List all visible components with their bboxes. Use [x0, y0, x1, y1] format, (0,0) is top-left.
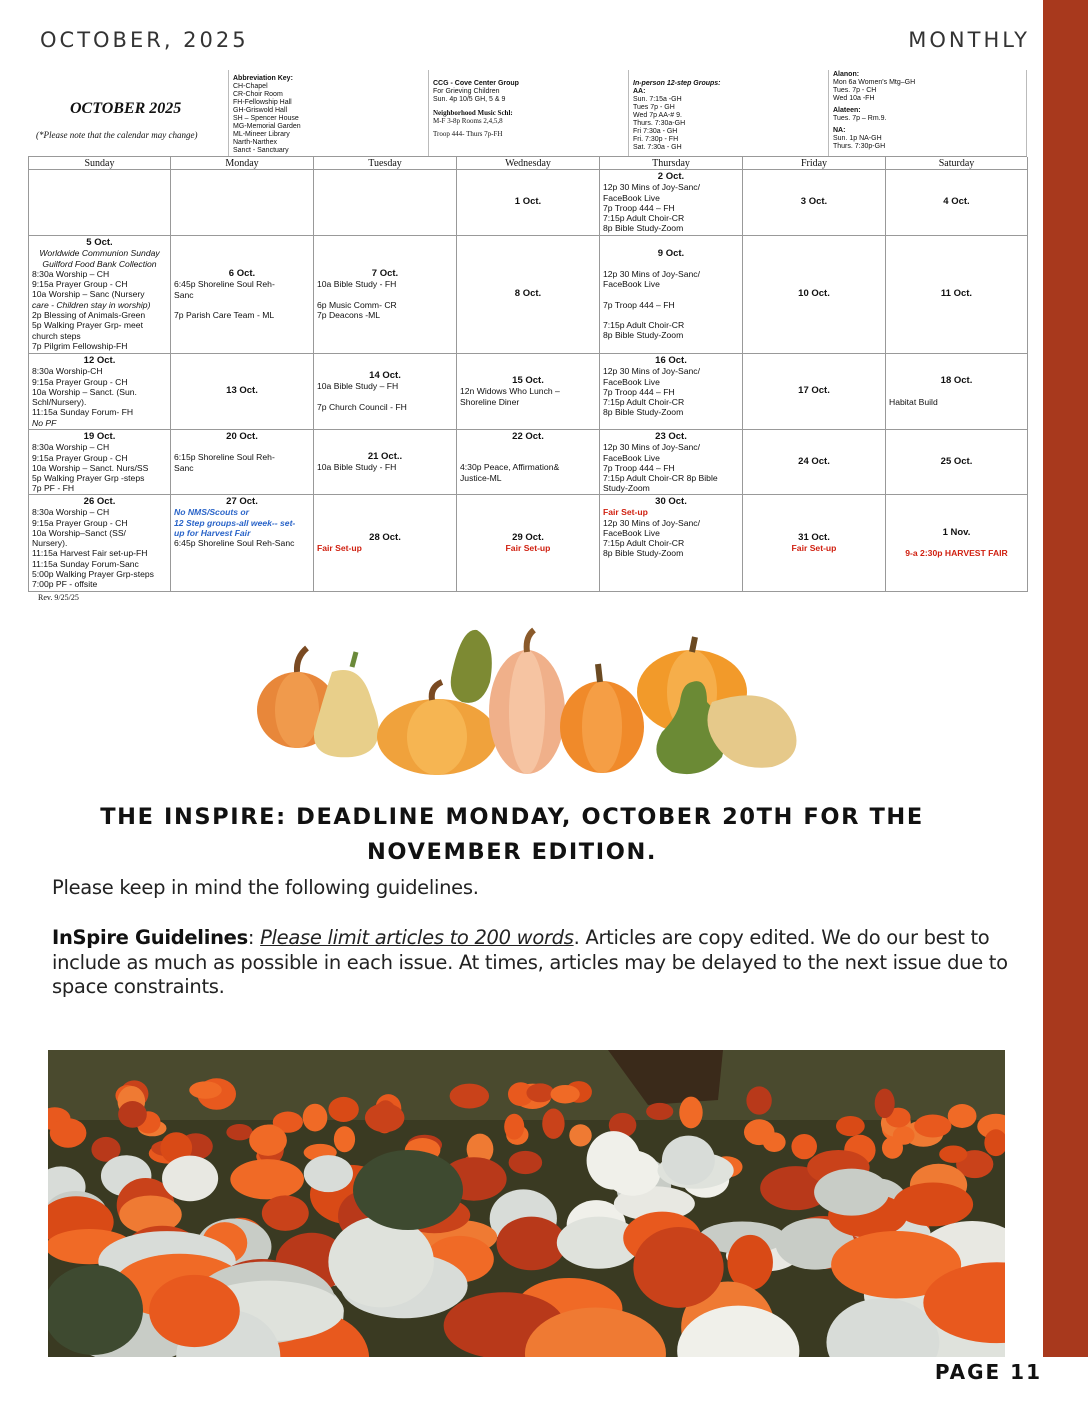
event-line: 8:30a Worship – CH: [32, 507, 110, 518]
abbreviation-line: CH-Chapel: [233, 83, 268, 90]
event-line: 8p Bible Study-Zoom: [603, 223, 684, 234]
day-cell: [314, 430, 457, 495]
day-number: 21 Oct..: [367, 450, 403, 462]
event-line: [889, 538, 1024, 548]
ccg-line: Sun. 4p 10/5 GH, 5 & 9: [433, 96, 506, 103]
day-number: 29 Oct.: [512, 531, 544, 543]
header-date: OCTOBER, 2025: [40, 28, 249, 52]
event-line: 2p Blessing of Animals-Green: [32, 310, 146, 321]
event-line: Sanc: [174, 462, 194, 473]
event-line: [889, 387, 1024, 397]
abbreviation-line: Narth-Narthex: [233, 139, 277, 146]
day-number: 19 Oct.: [83, 431, 116, 442]
event-line: 7:00p PF - offsite: [32, 579, 98, 590]
twelve-step-title: In-person 12-step Groups:: [633, 80, 721, 87]
day-cell: [29, 430, 171, 495]
day-number: 15 Oct.: [512, 375, 544, 387]
inspire-deadline-headline: THE INSPIRE: DEADLINE MONDAY, OCTOBER 20TH FOR THE NOVEMBER EDITION.: [100, 804, 924, 865]
day-cell: [457, 354, 600, 430]
event-line: 12 Step groups-all week-- set-: [174, 517, 296, 528]
day-number: 18 Oct.: [940, 375, 973, 387]
guidelines-word-limit: Please limit articles to 200 words: [260, 926, 574, 949]
event-line: [603, 310, 739, 320]
event-line: Sanc: [174, 289, 194, 300]
calendar-title: OCTOBER 2025: [70, 100, 182, 117]
day-cell: [314, 354, 457, 430]
day-cell: [600, 354, 743, 430]
event-line: Guilford Food Bank Collection: [42, 258, 157, 269]
event-line: 11:15a Sunday Forum-Sanc: [32, 558, 139, 569]
weekday-header: Thursday: [600, 157, 743, 170]
day-number: 13 Oct.: [226, 385, 258, 397]
day-cell: [600, 495, 743, 592]
twelve-step-line: Sat. 7:30a - GH: [633, 144, 682, 151]
pumpkin-illustration: [252, 622, 812, 782]
event-line: 9:15a Prayer Group - CH: [32, 452, 128, 463]
day-cell: [886, 354, 1028, 430]
twelve-step-line: Fri. 7:30p - FH: [633, 136, 679, 143]
day-cell: [743, 354, 886, 430]
event-line: 10a Worship – Sanct. (Sun.: [32, 386, 137, 397]
day-cell: [743, 430, 886, 495]
alanon-line: Wed 10a -FH: [833, 95, 875, 102]
event-line: [174, 300, 310, 310]
event-line: 7:15p Adult Choir-CR: [603, 397, 685, 408]
event-line: 7p Parish Care Team - ML: [174, 309, 275, 320]
abbreviation-line: GH-Griswold Hall: [233, 107, 288, 114]
event-line: Nursery).: [32, 538, 68, 549]
day-cell: [886, 430, 1028, 495]
event-line: 8p Bible Study-Zoom: [603, 330, 684, 341]
event-line: church steps: [32, 330, 81, 341]
abbreviation-line: SH – Spencer House: [233, 115, 299, 122]
day-number: 3 Oct.: [800, 196, 828, 208]
header-section: MONTHLY: [908, 28, 1030, 52]
weekday-header: Wednesday: [457, 157, 600, 170]
event-line: up for Harvest Fair: [174, 527, 251, 538]
alanon-line: NA:: [833, 127, 846, 134]
event-line: 7p Troop 444 – FH: [603, 462, 675, 473]
calendar-header: [28, 70, 1027, 156]
weekday-header: Friday: [743, 157, 886, 170]
event-line: 8p Bible Study-Zoom: [603, 548, 684, 559]
day-cell: [171, 170, 314, 236]
abbreviation-line: MG-Memorial Garden: [233, 123, 301, 130]
event-line: 6:45p Shoreline Soul Reh-Sanc: [174, 538, 295, 549]
calendar-note: (*Please note that the calendar may change): [36, 130, 198, 140]
day-cell: [743, 495, 886, 592]
abbreviation-line: Abbreviation Key:: [233, 75, 293, 82]
day-number: 4 Oct.: [943, 196, 970, 208]
alanon-line: Tues. 7p - CH: [833, 87, 877, 94]
event-line: 5:00p Walking Prayer Grp-steps: [32, 569, 154, 580]
day-cell: [457, 236, 600, 354]
weekday-header: Sunday: [29, 157, 171, 170]
event-line: 7:15p Adult Choir-CR: [603, 538, 685, 549]
troop-line: Troop 444- Thurs 7p-FH: [433, 130, 503, 138]
day-cell: [886, 495, 1028, 592]
event-line: 7p Church Council - FH: [317, 401, 407, 412]
music-school-line: M-F 3-8p Rooms 2,4,5,8: [433, 117, 503, 125]
day-cell: [314, 236, 457, 354]
event-line: [603, 290, 739, 300]
event-line: [174, 442, 310, 452]
day-number: 1 Nov.: [942, 526, 971, 538]
event-line: 12n Widows Who Lunch –: [460, 386, 560, 397]
alanon-line: Sun. 1p NA-GH: [833, 135, 882, 142]
event-line: 12p 30 Mins of Joy-Sanc/: [603, 366, 700, 377]
twelve-step-line: Sun. 7:15a -GH: [633, 96, 682, 103]
event-line: Fair Set-up: [505, 543, 551, 553]
day-cell: [886, 170, 1028, 236]
event-line: Habitat Build: [889, 396, 938, 407]
day-cell: [457, 170, 600, 236]
event-line: 6:15p Shoreline Soul Reh-: [174, 452, 275, 463]
day-number: 24 Oct.: [798, 455, 830, 467]
event-line: FaceBook Live: [603, 527, 660, 538]
alanon-line: Alanon:: [833, 71, 860, 78]
event-line: Fair Set-up: [791, 543, 837, 553]
event-line: 7p Deacons -ML: [317, 309, 381, 320]
event-line: 12p 30 Mins of Joy-Sanc/: [603, 268, 700, 279]
event-line: 8:30a Worship – CH: [32, 442, 110, 453]
day-cell: [457, 430, 600, 495]
day-number: 7 Oct.: [371, 267, 399, 279]
twelve-step-line: Tues 7p - GH: [633, 104, 675, 111]
day-number: 30 Oct.: [655, 496, 687, 507]
day-cell: [29, 495, 171, 592]
day-number: 22 Oct.: [512, 431, 544, 442]
day-cell: [171, 495, 314, 592]
event-line: 8:30a Worship – CH: [32, 268, 110, 279]
weekday-header: Monday: [171, 157, 314, 170]
event-line: 7p Troop 444 – FH: [603, 386, 675, 397]
day-cell: [600, 236, 743, 354]
event-line: 7p Troop 444 – FH: [603, 202, 675, 213]
alanon-line: Mon 6a Women's Mtg–GH: [833, 79, 916, 86]
weekday-header: Tuesday: [314, 157, 457, 170]
day-number: 16 Oct.: [655, 355, 687, 366]
event-line: [460, 452, 596, 462]
event-line: 9:15a Prayer Group - CH: [32, 517, 128, 528]
day-cell: [457, 495, 600, 592]
event-line: Shoreline Diner: [460, 396, 520, 407]
alanon-line: Alateen:: [833, 107, 861, 114]
event-line: 7:15p Adult Choir-CR: [603, 213, 685, 224]
calendar-grid: [28, 156, 1027, 592]
event-line: 10a Bible Study - FH: [317, 279, 397, 290]
event-line: 10a Worship–Sanct (SS/: [32, 527, 126, 538]
event-line: 10a Bible Study - FH: [317, 462, 397, 472]
event-line: Justice-ML: [460, 472, 502, 483]
alanon-key: [828, 70, 1027, 156]
event-line: 7p Pilgrim Fellowship-FH: [32, 340, 128, 351]
day-cell: [171, 430, 314, 495]
abbreviation-line: ML-Mineer Library: [233, 131, 290, 138]
event-line: care - Children stay in worship): [32, 299, 151, 310]
day-number: 8 Oct.: [514, 288, 542, 300]
event-line: [317, 392, 453, 402]
abbreviation-key: [228, 70, 428, 156]
day-number: 6 Oct.: [228, 267, 256, 279]
day-number: 1 Oct.: [514, 196, 542, 208]
event-line: 5p Walking Prayer Grp- meet: [32, 320, 143, 331]
day-cell: [314, 170, 457, 236]
event-line: 12p 30 Mins of Joy-Sanc/: [603, 517, 700, 528]
abbreviation-line: CR-Choir Room: [233, 91, 283, 98]
day-number: 14 Oct.: [369, 370, 401, 382]
event-line: 6p Music Comm- CR: [317, 299, 397, 310]
day-number: 23 Oct.: [655, 431, 687, 442]
day-number: 25 Oct.: [940, 455, 973, 467]
day-number: 10 Oct.: [798, 288, 830, 300]
music-school-title: Neighborhood Music Schl:: [433, 109, 513, 117]
day-number: 27 Oct.: [226, 496, 258, 507]
twelve-step-key: [628, 70, 828, 156]
event-line: 4:30p Peace, Affirmation&: [460, 462, 560, 473]
guidelines-label: InSpire Guidelines: [52, 926, 248, 949]
day-number: 2 Oct.: [657, 171, 685, 182]
event-line: [603, 259, 739, 269]
day-cell: [29, 236, 171, 354]
day-cell: [314, 495, 457, 592]
day-cell: [600, 170, 743, 236]
abbreviation-line: FH-Fellowship Hall: [233, 99, 292, 106]
group-key: [428, 70, 628, 156]
day-number: 28 Oct.: [369, 531, 401, 543]
event-line: No PF: [32, 417, 57, 428]
event-line: 8:30a Worship-CH: [32, 366, 103, 377]
day-number: 31 Oct.: [798, 531, 830, 543]
pumpkin-patch-photo: [48, 1050, 1005, 1357]
twelve-step-line: AA:: [633, 88, 646, 95]
event-line: Schl/Nursery).: [32, 397, 87, 408]
event-line: [460, 442, 596, 452]
day-cell: [743, 170, 886, 236]
day-cell: [171, 236, 314, 354]
guidelines-body: . Articles are copy edited. We do our best to include as much as possible in each issue. At times, articles may be delayed to the next issue due to space constraints.: [52, 926, 1008, 998]
accent-side-bar: [1043, 0, 1088, 1357]
event-line: 12p 30 Mins of Joy-Sanc/: [603, 442, 700, 453]
event-line: 6:45p Shoreline Soul Reh-: [174, 279, 275, 290]
day-cell: [29, 170, 171, 236]
day-number: 17 Oct.: [798, 385, 830, 397]
event-line: 7:15p Adult Choir-CR 8p Bible: [603, 473, 718, 484]
event-line: FaceBook Live: [603, 452, 660, 463]
event-line: 11:15a Sunday Forum- FH: [32, 407, 134, 418]
twelve-step-line: Thurs. 7:30a-GH: [633, 120, 686, 127]
event-line: Fair Set-up: [317, 543, 362, 553]
event-line: 7p Troop 444 – FH: [603, 299, 675, 310]
twelve-step-line: Fri 7:30a - GH: [633, 128, 678, 135]
event-line: Worldwide Communion Sunday: [39, 248, 160, 259]
day-cell: [743, 236, 886, 354]
day-number: 20 Oct.: [226, 431, 258, 442]
event-line: 9:15a Prayer Group - CH: [32, 279, 128, 290]
abbreviation-line: Sanct - Sanctuary: [233, 147, 289, 154]
event-line: 12p 30 Mins of Joy-Sanc/: [603, 182, 700, 193]
twelve-step-line: Wed 7p AA-# 9.: [633, 112, 682, 119]
alanon-line: Tues. 7p – Rm.9.: [833, 115, 887, 122]
event-line: 9:15a Prayer Group - CH: [32, 376, 128, 387]
event-line: 10a Worship – Sanc (Nursery: [32, 289, 145, 300]
weekday-header: Saturday: [886, 157, 1028, 170]
event-line: 7p PF - FH: [32, 483, 75, 494]
event-line: No NMS/Scouts or: [174, 507, 249, 518]
day-cell: [29, 354, 171, 430]
page-number: PAGE 11: [934, 1360, 1042, 1384]
calendar: [28, 70, 1027, 602]
alanon-line: Thurs. 7:30p-GH: [833, 143, 886, 150]
intro-text: Please keep in mind the following guidelines.: [52, 876, 479, 899]
event-line: 5p Walking Prayer Grp -steps: [32, 473, 145, 484]
day-cell: [886, 236, 1028, 354]
day-number: 9 Oct.: [657, 247, 685, 259]
event-line: 11:15a Harvest Fair set-up-FH: [32, 548, 148, 559]
ccg-line: For Grieving Children: [433, 88, 500, 95]
day-number: 26 Oct.: [83, 496, 116, 507]
event-line: 9-a 2:30p HARVEST FAIR: [905, 548, 1008, 558]
day-cell: [600, 430, 743, 495]
event-line: 10a Bible Study – FH: [317, 381, 399, 392]
revision-note: Rev. 9/25/25: [38, 593, 79, 602]
event-line: 7:15p Adult Choir-CR: [603, 319, 685, 330]
event-line: 10a Worship – Sanct. Nurs/SS: [32, 462, 149, 473]
event-line: FaceBook Live: [603, 279, 660, 290]
event-line: [317, 290, 453, 300]
day-cell: [171, 354, 314, 430]
day-number: 11 Oct.: [940, 288, 973, 300]
guidelines-paragraph: [52, 926, 1027, 1000]
event-line: FaceBook Live: [603, 376, 660, 387]
day-number: 5 Oct.: [86, 237, 113, 248]
guidelines-separator: :: [247, 926, 261, 949]
event-line: FaceBook Live: [603, 192, 660, 203]
day-number: 12 Oct.: [83, 355, 116, 366]
ccg-line: CCG - Cove Center Group: [433, 80, 519, 87]
event-line: Study-Zoom: [603, 483, 650, 494]
event-line: 8p Bible Study-Zoom: [603, 407, 684, 418]
event-line: Fair Set-up: [603, 507, 648, 518]
